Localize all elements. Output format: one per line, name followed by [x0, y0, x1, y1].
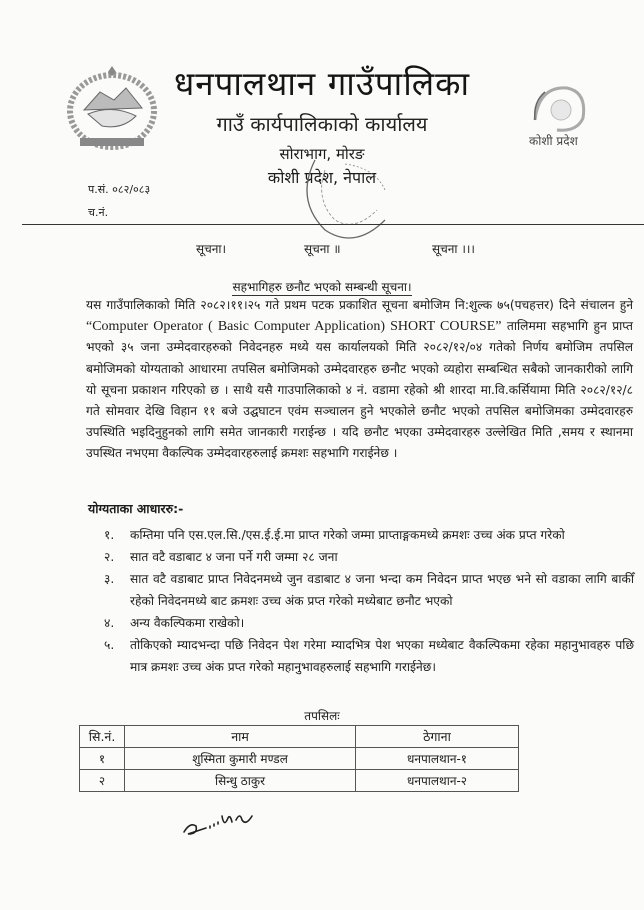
subject-text: सहभागिहरु छनौट भएको सम्बन्धी सूचना।: [232, 280, 412, 294]
criteria-text: सात वटै वडाबाट ४ जना पर्ने गरी जम्मा २८ जना: [130, 550, 338, 564]
dispatch-number: च.नं.: [88, 206, 109, 219]
header-divider: [22, 224, 644, 225]
criteria-item: [104, 524, 634, 546]
subject-heading: [0, 278, 644, 295]
criteria-list: [104, 524, 634, 678]
reference-number: प.सं. ०८२/०८३: [88, 183, 151, 196]
criteria-item: [104, 568, 634, 612]
criteria-text: कम्तिमा पनि एस.एल.सि./एस.ई.ई.मा प्राप्त गरेको जम्मा प्राप्ताङ्गकमध्ये क्रमशः उच्च अंक प्रप्त गरेको: [130, 528, 565, 542]
cell-address: धनपालथान-२: [355, 770, 518, 792]
office-name: गाउँ कार्यपालिकाको कार्यालय: [216, 112, 428, 136]
body-part-1: यस गाउँपालिकाको मिति २०८२।११।२५ गते प्रथम पटक प्रकाशित सूचना बमोजिम नि:शुल्क ७५(पचहत्तर) दिने संचालन हुने: [86, 298, 633, 312]
body-part-2: तालिममा सहभागि हुन प्राप्त भएको ३५ जना उम्मेदवारहरुको निवेदनहरु मध्ये यस कार्यालयको मिति २०८२/१२/०४ गतेको निर्णय बमोजिम तपसिल बमोजिमको योग्यताको आधारमा तपसिल बमोजिमको उम्मेदवारहरु छनौट भएको व्यहोरा सम्बन्धित सबैको जानकारीको लागि यो सूचना प्रकाशन गरिएको छ । साथै यसै गाउपालिकाको ४ नं. वडामा रहेको श्री शारदा मा.वि.कर्सियामा मिति २०८२/१२/८ गते सोमवार देखि विहान ११ बजे उद्घघाटन एवंम सञ्चालन हुने भएकोले छनौट भएको तपसिल बमोजिमका उम्मेदवारहरु उपस्थिति भइदिनुहुनको लागि समेत जानकारी गराईन्छ । यदि छनौट भएका उम्मेदवारहरु उल्लेखित मिति ,समय र स्थानमा उपस्थित नभएमा वैकल्पिक उम्मेदवारहरुलाई क्रमशः सहभागि गराईनेछ ।: [86, 319, 633, 461]
right-emblem-label: कोशी प्रदेश: [529, 134, 578, 148]
notice-body: [86, 295, 633, 465]
notice-label-1: सूचना।: [196, 242, 227, 256]
header-name: नाम: [125, 726, 356, 748]
criteria-item: [104, 634, 634, 678]
signature: [180, 808, 260, 838]
cell-address: धनपालथान-१: [355, 748, 518, 770]
cell-serial: १: [80, 748, 125, 770]
course-title: “Computer Operator ( Basic Computer Application) SHORT COURSE”: [86, 319, 502, 335]
table-row: [80, 770, 519, 792]
selected-candidates-table: [79, 725, 519, 792]
address-line-1: सोराभाग, मोरङ: [279, 145, 365, 163]
cell-name: शुस्मिता कुमारी मण्डल: [125, 748, 356, 770]
header-address: ठेगाना: [355, 726, 518, 748]
cell-name: सिन्धु ठाकुर: [125, 770, 356, 792]
criteria-text: अन्य वैकल्पिकमा राखेको।: [130, 616, 245, 630]
criteria-text: तोकिएको म्यादभन्दा पछि निवेदन पेश गरेमा म्यादभित्र पेश भएका मध्येबाट वैकल्पिकमा रहेका महानुभावहरु पछि मात्र क्रमशः उच्च अंक प्रप्त गरेको महानुभावहरुलाई सहभागि गराईनेछ।: [130, 638, 634, 674]
criteria-number: १.: [104, 528, 115, 542]
notice-label-3: सूचना ।।।: [432, 242, 475, 256]
table-caption: तपसिलः: [304, 709, 340, 723]
table-row: [80, 748, 519, 770]
criteria-item: [104, 612, 634, 634]
criteria-item: [104, 546, 634, 568]
organization-name: धनपालथान गाउँपालिका: [173, 64, 471, 103]
criteria-number: ४.: [104, 616, 115, 630]
criteria-number: ३.: [104, 572, 115, 586]
cell-serial: २: [80, 770, 125, 792]
criteria-number: ५.: [104, 638, 115, 652]
header-serial: सि.नं.: [80, 726, 125, 748]
official-stamp: [285, 150, 415, 245]
address-line-2: कोशी प्रदेश, नेपाल: [267, 168, 377, 187]
notice-label-2: सूचना ॥: [304, 242, 341, 256]
criteria-number: २.: [104, 550, 115, 564]
criteria-text: सात वटै वडाबाट प्राप्त निवेदनमध्ये जुन वडाबाट ४ जना भन्दा कम निवेदन प्राप्त भएछ भने सो वडाका लागि बाकीँ रहेको निवेदनमध्ये बाट क्रमशः उच्च अंक प्रप्त गरेको मध्येबाट छनौट भएको: [130, 572, 634, 608]
criteria-title: योग्यताका आधाररु:-: [88, 501, 184, 516]
table-header-row: [80, 726, 519, 748]
